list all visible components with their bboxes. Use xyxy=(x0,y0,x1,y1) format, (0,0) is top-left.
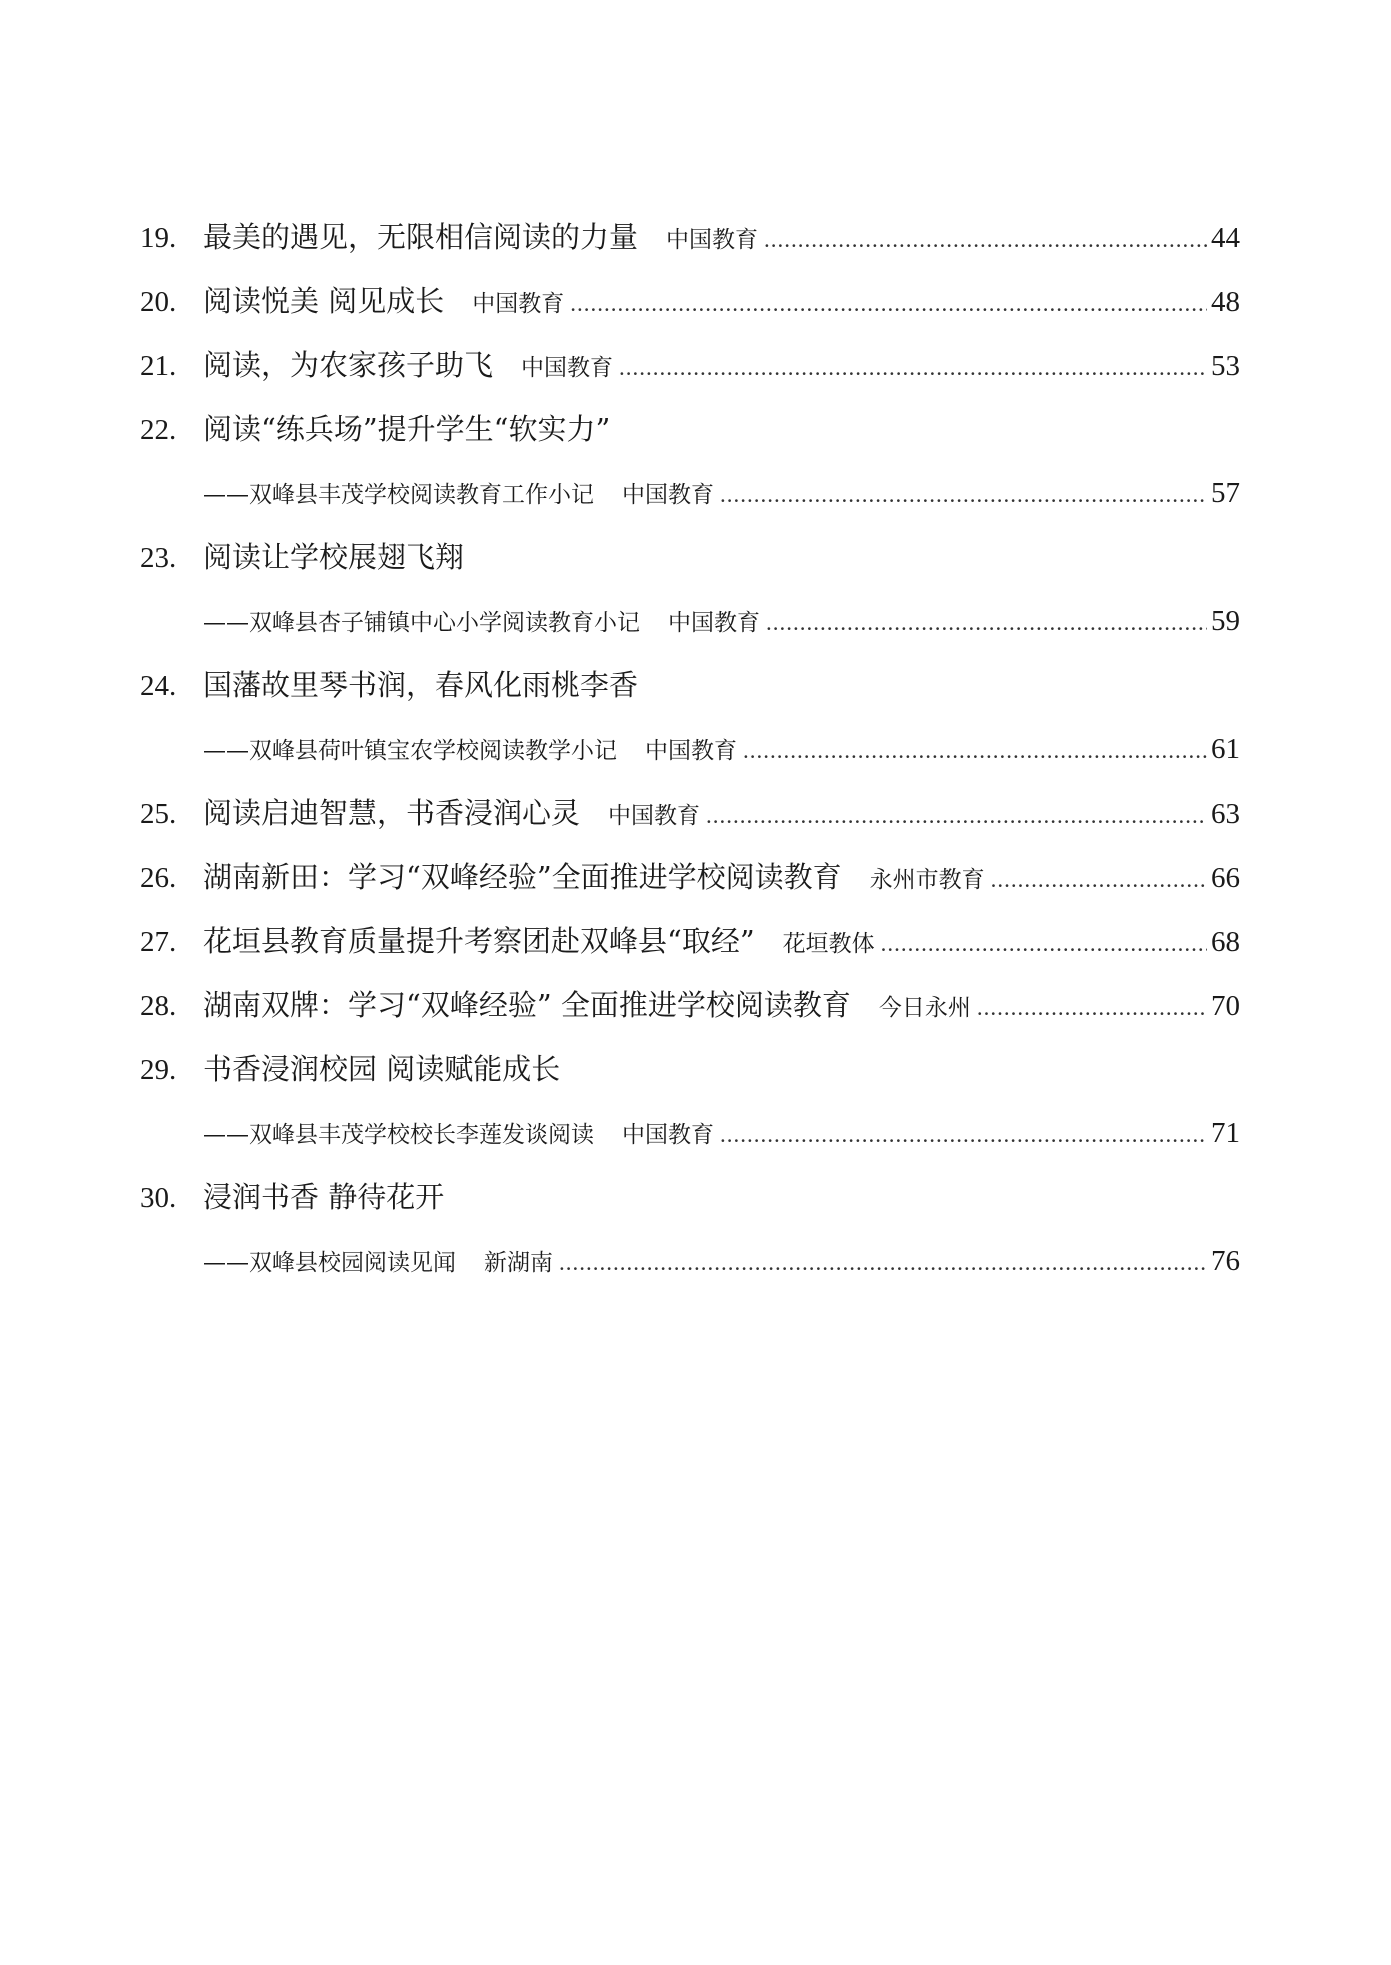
entry-page-number: 61 xyxy=(1211,733,1240,765)
toc-entry[interactable] xyxy=(140,269,1240,333)
toc-entry-title-line[interactable] xyxy=(140,653,1240,717)
toc-entry[interactable] xyxy=(140,781,1240,845)
entry-page-number: 57 xyxy=(1211,477,1240,509)
entry-source: 中国教育 xyxy=(622,1122,714,1148)
entry-number: 28. xyxy=(140,990,177,1022)
dot-leader xyxy=(991,848,1207,912)
entry-title: 阅读悦美 阅见成长 xyxy=(203,284,445,318)
toc-entry-subtitle-line[interactable] xyxy=(140,1229,1240,1293)
entry-source: 中国教育 xyxy=(666,227,759,253)
toc-entry-title-line[interactable] xyxy=(140,1037,1240,1101)
dot-leader xyxy=(881,912,1207,976)
entry-title: 阅读，为农家孩子助飞 xyxy=(203,348,494,382)
entry-subtitle: ——双峰县丰茂学校校长李莲发谈阅读 xyxy=(203,1122,594,1148)
entry-number: 23. xyxy=(140,542,177,574)
entry-page-number: 66 xyxy=(1211,862,1240,894)
dot-leader xyxy=(764,208,1207,272)
entry-source: 新湖南 xyxy=(484,1250,553,1276)
entry-subtitle: ——双峰县校园阅读见闻 xyxy=(203,1250,456,1276)
entry-number: 30. xyxy=(140,1182,177,1214)
entry-page-number: 76 xyxy=(1211,1245,1240,1277)
entry-subtitle: ——双峰县荷叶镇宝农学校阅读教学小记 xyxy=(203,738,617,764)
entry-number: 21. xyxy=(140,350,177,382)
entry-title: 湖南双牌：学习“双峰经验” 全面推进学校阅读教育 xyxy=(203,988,851,1022)
entry-title: 国藩故里琴书润，春风化雨桃李香 xyxy=(203,668,639,702)
entry-source: 中国教育 xyxy=(668,610,760,636)
entry-number: 24. xyxy=(140,670,177,702)
dot-leader xyxy=(977,976,1207,1040)
entry-title: 书香浸润校园 阅读赋能成长 xyxy=(203,1052,561,1086)
toc-entry-subtitle-line[interactable] xyxy=(140,589,1240,653)
entry-page-number: 59 xyxy=(1211,605,1240,637)
entry-number: 25. xyxy=(140,798,177,830)
dot-leader xyxy=(559,1231,1207,1295)
entry-title: 阅读启迪智慧，书香浸润心灵 xyxy=(203,796,581,830)
entry-title: 阅读“练兵场”提升学生“软实力” xyxy=(203,412,611,446)
toc-entry[interactable] xyxy=(140,909,1240,973)
entry-title: 阅读让学校展翅飞翔 xyxy=(203,540,465,574)
entry-title: 最美的遇见，无限相信阅读的力量 xyxy=(203,220,639,254)
dot-leader xyxy=(720,463,1207,527)
toc-entry[interactable] xyxy=(140,205,1240,269)
entry-page-number: 44 xyxy=(1211,222,1240,254)
entry-number: 29. xyxy=(140,1054,177,1086)
entry-page-number: 63 xyxy=(1211,798,1240,830)
entry-page-number: 53 xyxy=(1211,350,1240,382)
entry-source: 中国教育 xyxy=(521,355,614,381)
entry-page-number: 71 xyxy=(1211,1117,1240,1149)
toc-entry-subtitle-line[interactable] xyxy=(140,461,1240,525)
dot-leader xyxy=(766,591,1207,655)
entry-number: 20. xyxy=(140,286,177,318)
toc-entry-title-line[interactable] xyxy=(140,1165,1240,1229)
entry-number: 27. xyxy=(140,926,177,958)
entry-number: 26. xyxy=(140,862,177,894)
entry-subtitle: ——双峰县杏子铺镇中心小学阅读教育小记 xyxy=(203,610,640,636)
entry-title: 湖南新田：学习“双峰经验”全面推进学校阅读教育 xyxy=(203,860,842,894)
entry-page-number: 48 xyxy=(1211,286,1240,318)
dot-leader xyxy=(570,272,1207,336)
entry-title: 浸润书香 静待花开 xyxy=(203,1180,445,1214)
entry-number: 22. xyxy=(140,414,177,446)
toc-entry[interactable] xyxy=(140,333,1240,397)
toc-entry-title-line[interactable] xyxy=(140,525,1240,589)
entry-source: 中国教育 xyxy=(645,738,737,764)
toc-entry[interactable] xyxy=(140,845,1240,909)
toc-entry-subtitle-line[interactable] xyxy=(140,1101,1240,1165)
entry-subtitle: ——双峰县丰茂学校阅读教育工作小记 xyxy=(203,482,594,508)
dot-leader xyxy=(706,784,1207,848)
entry-page-number: 70 xyxy=(1211,990,1240,1022)
entry-source: 中国教育 xyxy=(472,291,565,317)
entry-source: 花垣教体 xyxy=(782,931,875,957)
entry-title: 花垣县教育质量提升考察团赴双峰县“取经” xyxy=(203,924,755,958)
dot-leader xyxy=(743,719,1207,783)
entry-page-number: 68 xyxy=(1211,926,1240,958)
toc-entry-subtitle-line[interactable] xyxy=(140,717,1240,781)
entry-source: 永州市教育 xyxy=(869,867,985,893)
entry-number: 19. xyxy=(140,222,177,254)
entry-source: 中国教育 xyxy=(608,803,701,829)
entry-source: 今日永州 xyxy=(878,995,971,1021)
table-of-contents xyxy=(140,205,1240,1293)
dot-leader xyxy=(619,336,1207,400)
dot-leader xyxy=(720,1103,1207,1167)
toc-entry-title-line[interactable] xyxy=(140,397,1240,461)
entry-source: 中国教育 xyxy=(622,482,714,508)
toc-entry[interactable] xyxy=(140,973,1240,1037)
